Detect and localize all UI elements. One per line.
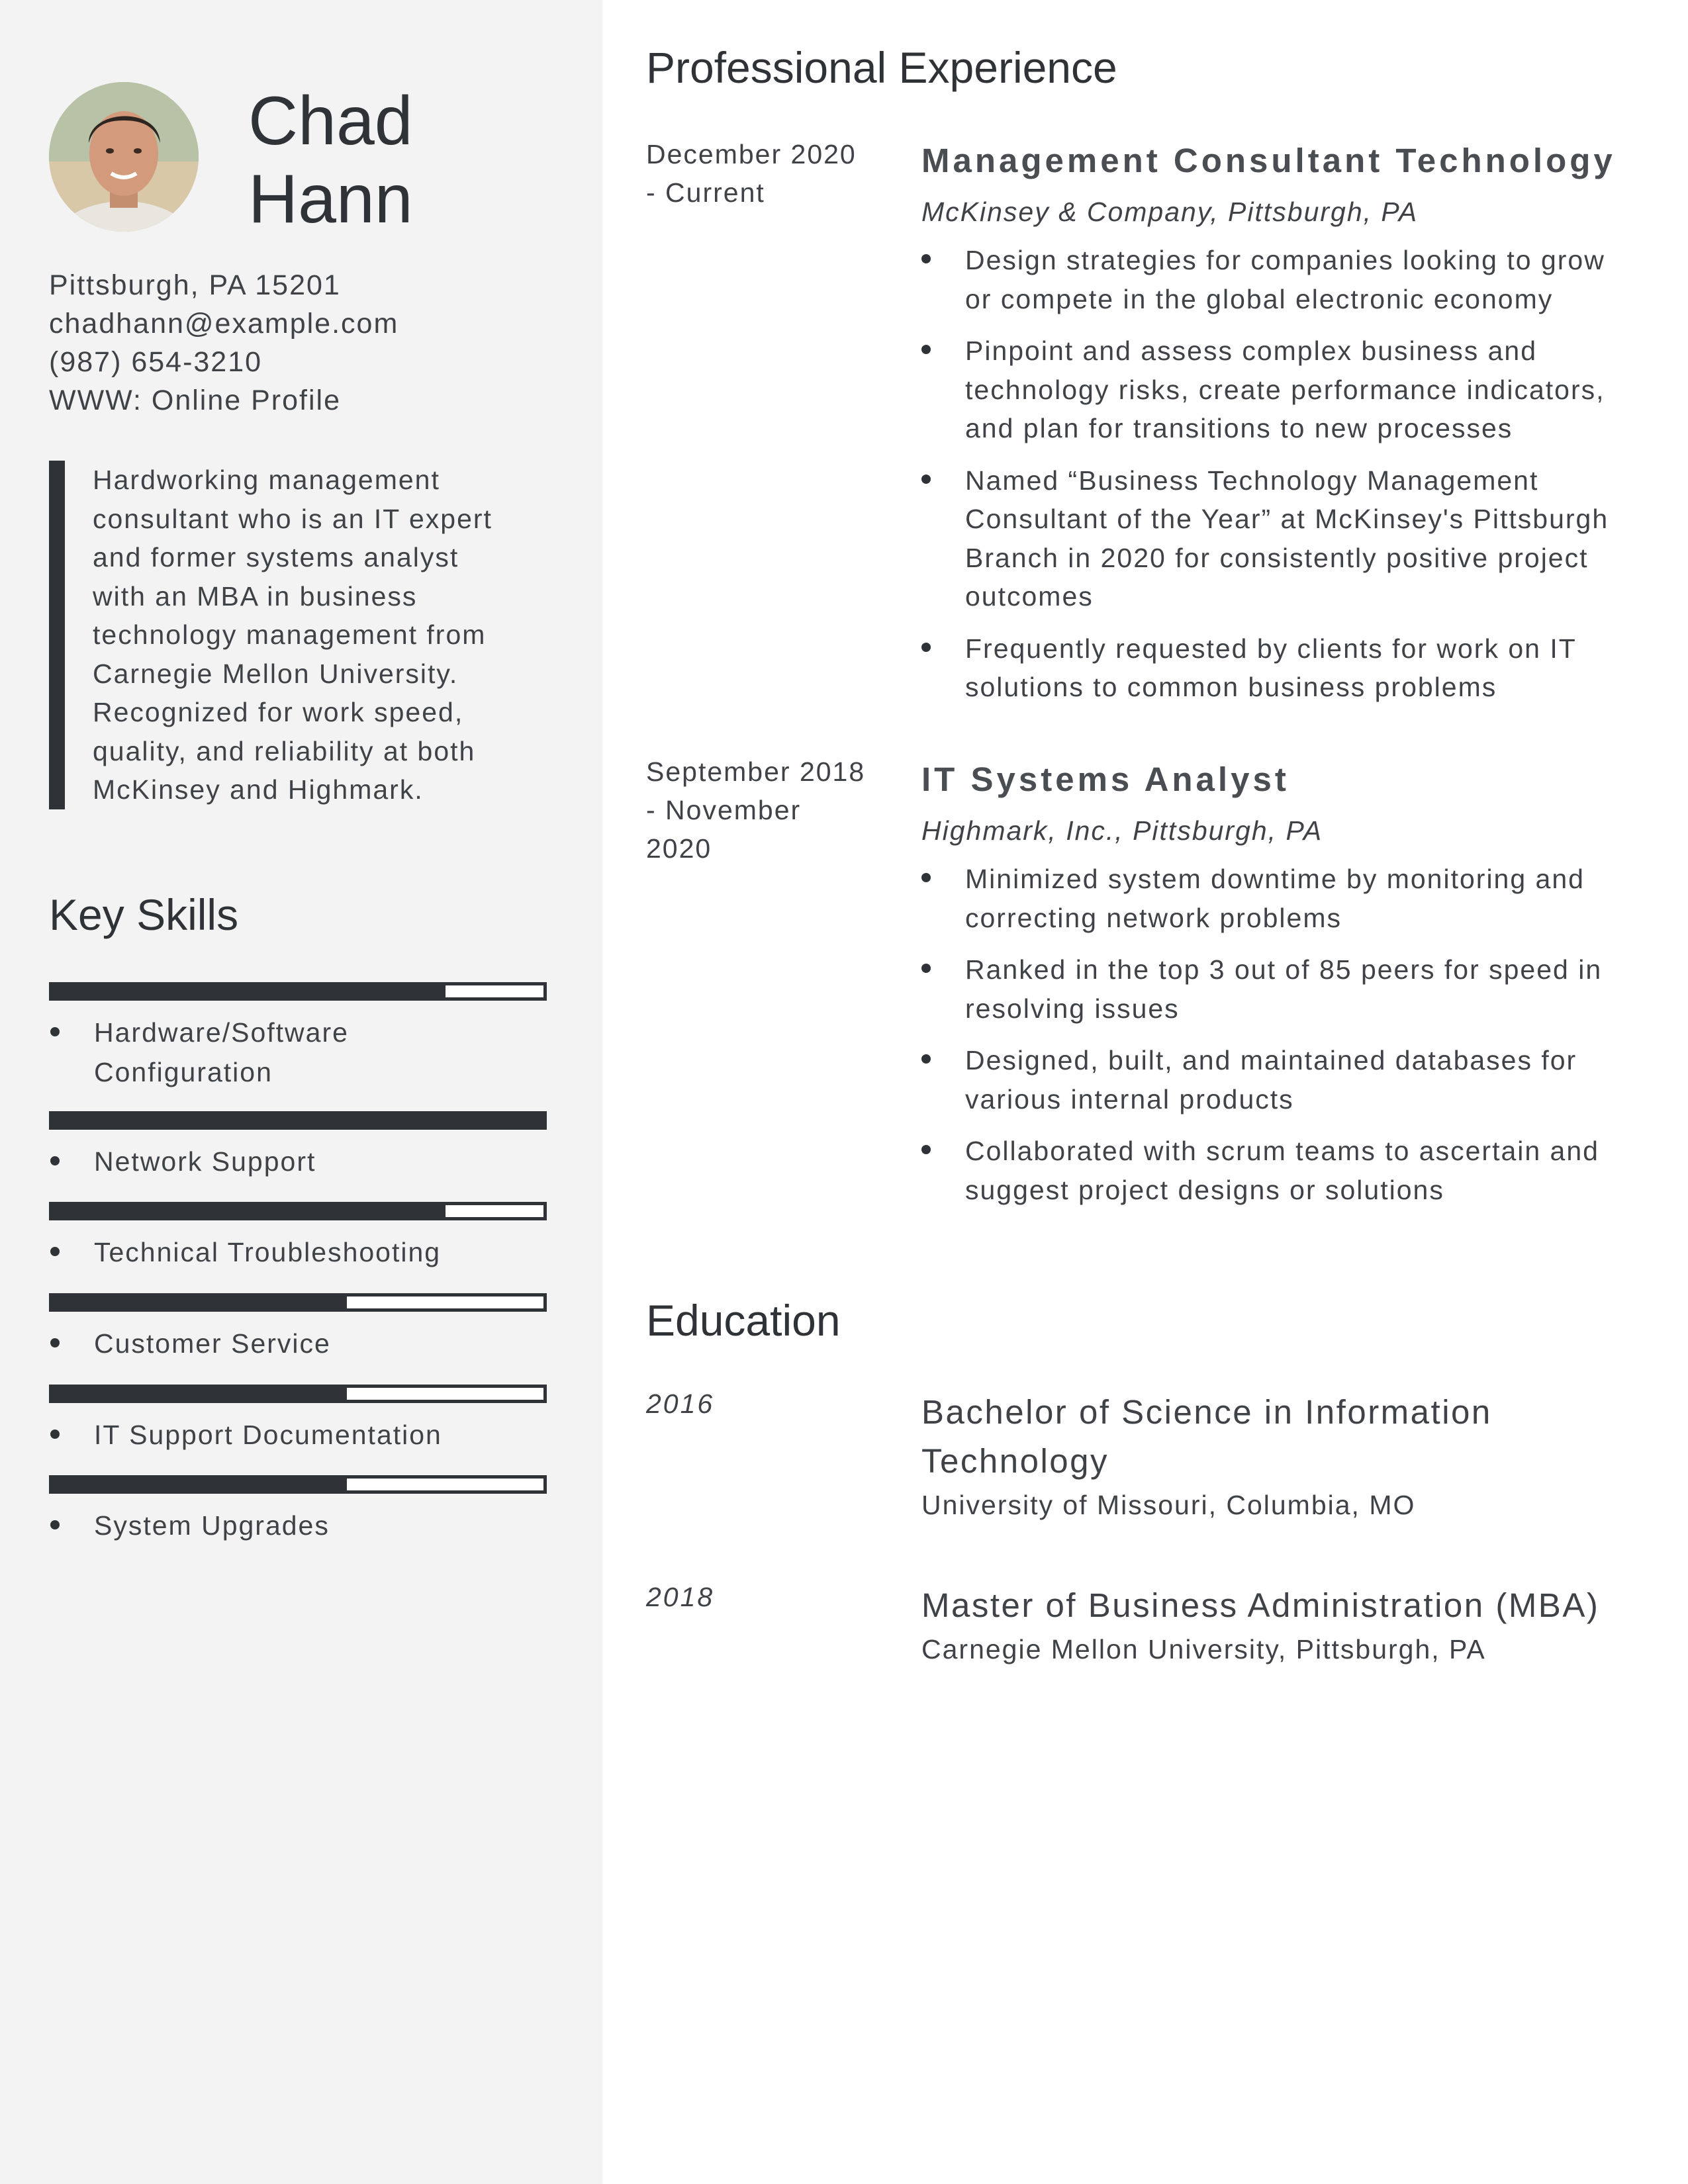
job-title: Management Consultant Technology <box>921 142 1616 179</box>
skill-level-bar <box>49 1111 547 1130</box>
summary-line: Recognized for work speed, <box>93 697 464 727</box>
avatar <box>49 82 199 232</box>
summary <box>49 461 583 809</box>
job-bullet <box>921 332 1656 448</box>
bullet-line: Minimized system downtime by monitoring and <box>965 864 1585 894</box>
skill-item <box>49 1475 547 1545</box>
skill-level-bar <box>49 1293 547 1312</box>
skills-heading: Key Skills <box>49 890 239 939</box>
bullet-line: suggest project designs or solutions <box>965 1174 1444 1205</box>
skill-label-line: Configuration <box>94 1057 273 1087</box>
bullet-line: various internal products <box>965 1083 1294 1115</box>
job-bullet <box>921 1132 1656 1209</box>
skill-level-fill <box>52 1479 347 1490</box>
last-name: Hann <box>248 161 413 238</box>
skill-level-fill <box>52 985 445 997</box>
skill-label: IT Support Documentation <box>49 1415 547 1455</box>
bullet-line: and plan for transitions to new processes <box>965 413 1513 443</box>
degree-line: Technology <box>921 1442 1109 1480</box>
skill-level-fill <box>52 1297 347 1308</box>
bullet-line: Branch in 2020 for consistently positive project <box>965 542 1589 573</box>
bullet-line: outcomes <box>965 581 1094 612</box>
job-bullet <box>921 461 1656 616</box>
bullet-line: Designed, built, and maintained databases for <box>965 1045 1577 1075</box>
bullet-line: Collaborated with scrum teams to ascertain and <box>965 1136 1599 1166</box>
degree-line: Master of Business Administration (MBA) <box>921 1586 1600 1624</box>
job-date-line: - Current <box>646 177 765 208</box>
bullet-line: Design strategies for companies looking to grow <box>965 245 1605 275</box>
job-bullet <box>921 241 1656 318</box>
education-entry <box>921 1581 1656 1668</box>
skill-item <box>49 982 547 1092</box>
avatar-photo-image <box>49 82 199 232</box>
education-degree <box>921 1388 1656 1486</box>
summary-line: Hardworking management <box>93 465 440 495</box>
job-company: McKinsey & Company, Pittsburgh, PA <box>921 197 1419 227</box>
bullet-line: Pinpoint and assess complex business and <box>965 336 1538 366</box>
summary-line: McKinsey and Highmark. <box>93 774 424 805</box>
email[interactable]: chadhann@example.com <box>49 308 399 340</box>
skill-label: Technical Troubleshooting <box>49 1232 547 1272</box>
skill-level-fill <box>52 1115 543 1126</box>
bullet-line: Named “Business Technology Management <box>965 465 1539 496</box>
summary-line: technology management from <box>93 619 487 650</box>
education-year: 2016 <box>646 1388 715 1419</box>
bullet-line: correcting network problems <box>965 902 1342 933</box>
job-date-line: September 2018 <box>646 756 866 787</box>
job-date <box>646 752 891 868</box>
summary-line: with an MBA in business <box>93 580 418 612</box>
skill-label: Customer Service <box>49 1324 547 1363</box>
skill-item <box>49 1202 547 1272</box>
skill-level-bar <box>49 1475 547 1494</box>
skill-item <box>49 1111 547 1181</box>
skill-label: System Upgrades <box>49 1506 547 1545</box>
contact-block <box>49 266 579 420</box>
skill-label <box>49 1013 547 1092</box>
education-school: University of Missouri, Columbia, MO <box>921 1490 1416 1520</box>
bullet-line: resolving issues <box>965 993 1180 1024</box>
job-bullet <box>921 860 1656 937</box>
bullet-line: Consultant of the Year” at McKinsey's Pittsburgh <box>965 504 1609 534</box>
summary-line: quality, and reliability at both <box>93 735 476 766</box>
job-bullet <box>921 629 1656 707</box>
skill-level-fill <box>52 1388 347 1400</box>
summary-line: Carnegie Mellon University. <box>93 658 459 689</box>
education-degree <box>921 1581 1656 1630</box>
job-title: IT Systems Analyst <box>921 760 1289 798</box>
bullet-line: solutions to common business problems <box>965 672 1497 702</box>
education-entry <box>921 1388 1656 1524</box>
skill-level-bar <box>49 1202 547 1220</box>
skill-item <box>49 1385 547 1455</box>
skill-level-fill <box>52 1205 445 1217</box>
skill-level-bar <box>49 1385 547 1403</box>
job-bullets <box>921 241 1656 707</box>
candidate-name <box>248 82 413 238</box>
job-date <box>646 135 891 212</box>
job-date-line: 2020 <box>646 833 712 864</box>
first-name: Chad <box>248 83 413 159</box>
bullet-line: Frequently requested by clients for work on IT <box>965 633 1577 664</box>
skill-item <box>49 1293 547 1363</box>
job-bullets <box>921 860 1656 1209</box>
skill-label-line: Hardware/Software <box>94 1017 349 1048</box>
experience-heading: Professional Experience <box>646 43 1117 92</box>
job-bullet <box>921 950 1656 1028</box>
job-bullet <box>921 1041 1656 1118</box>
education-heading: Education <box>646 1296 841 1345</box>
skill-label: Network Support <box>49 1142 547 1181</box>
bullet-line: Ranked in the top 3 out of 85 peers for speed in <box>965 954 1603 985</box>
summary-line: and former systems analyst <box>93 542 459 572</box>
job-entry <box>921 756 1656 1222</box>
phone: (987) 654-3210 <box>49 346 263 378</box>
skill-level-bar <box>49 982 547 1001</box>
job-date-line: December 2020 <box>646 139 857 169</box>
job-company: Highmark, Inc., Pittsburgh, PA <box>921 815 1323 846</box>
education-year: 2018 <box>646 1582 715 1612</box>
bullet-line: technology risks, create performance indicators, <box>965 374 1605 405</box>
job-date-line: - November <box>646 795 802 825</box>
address: Pittsburgh, PA 15201 <box>49 269 341 301</box>
website-link[interactable]: WWW: Online Profile <box>49 385 341 416</box>
job-entry <box>921 138 1656 720</box>
summary-line: consultant who is an IT expert <box>93 503 492 534</box>
degree-line: Bachelor of Science in Information <box>921 1393 1492 1431</box>
bullet-line: or compete in the global electronic economy <box>965 283 1554 314</box>
education-school: Carnegie Mellon University, Pittsburgh, PA <box>921 1634 1486 1664</box>
